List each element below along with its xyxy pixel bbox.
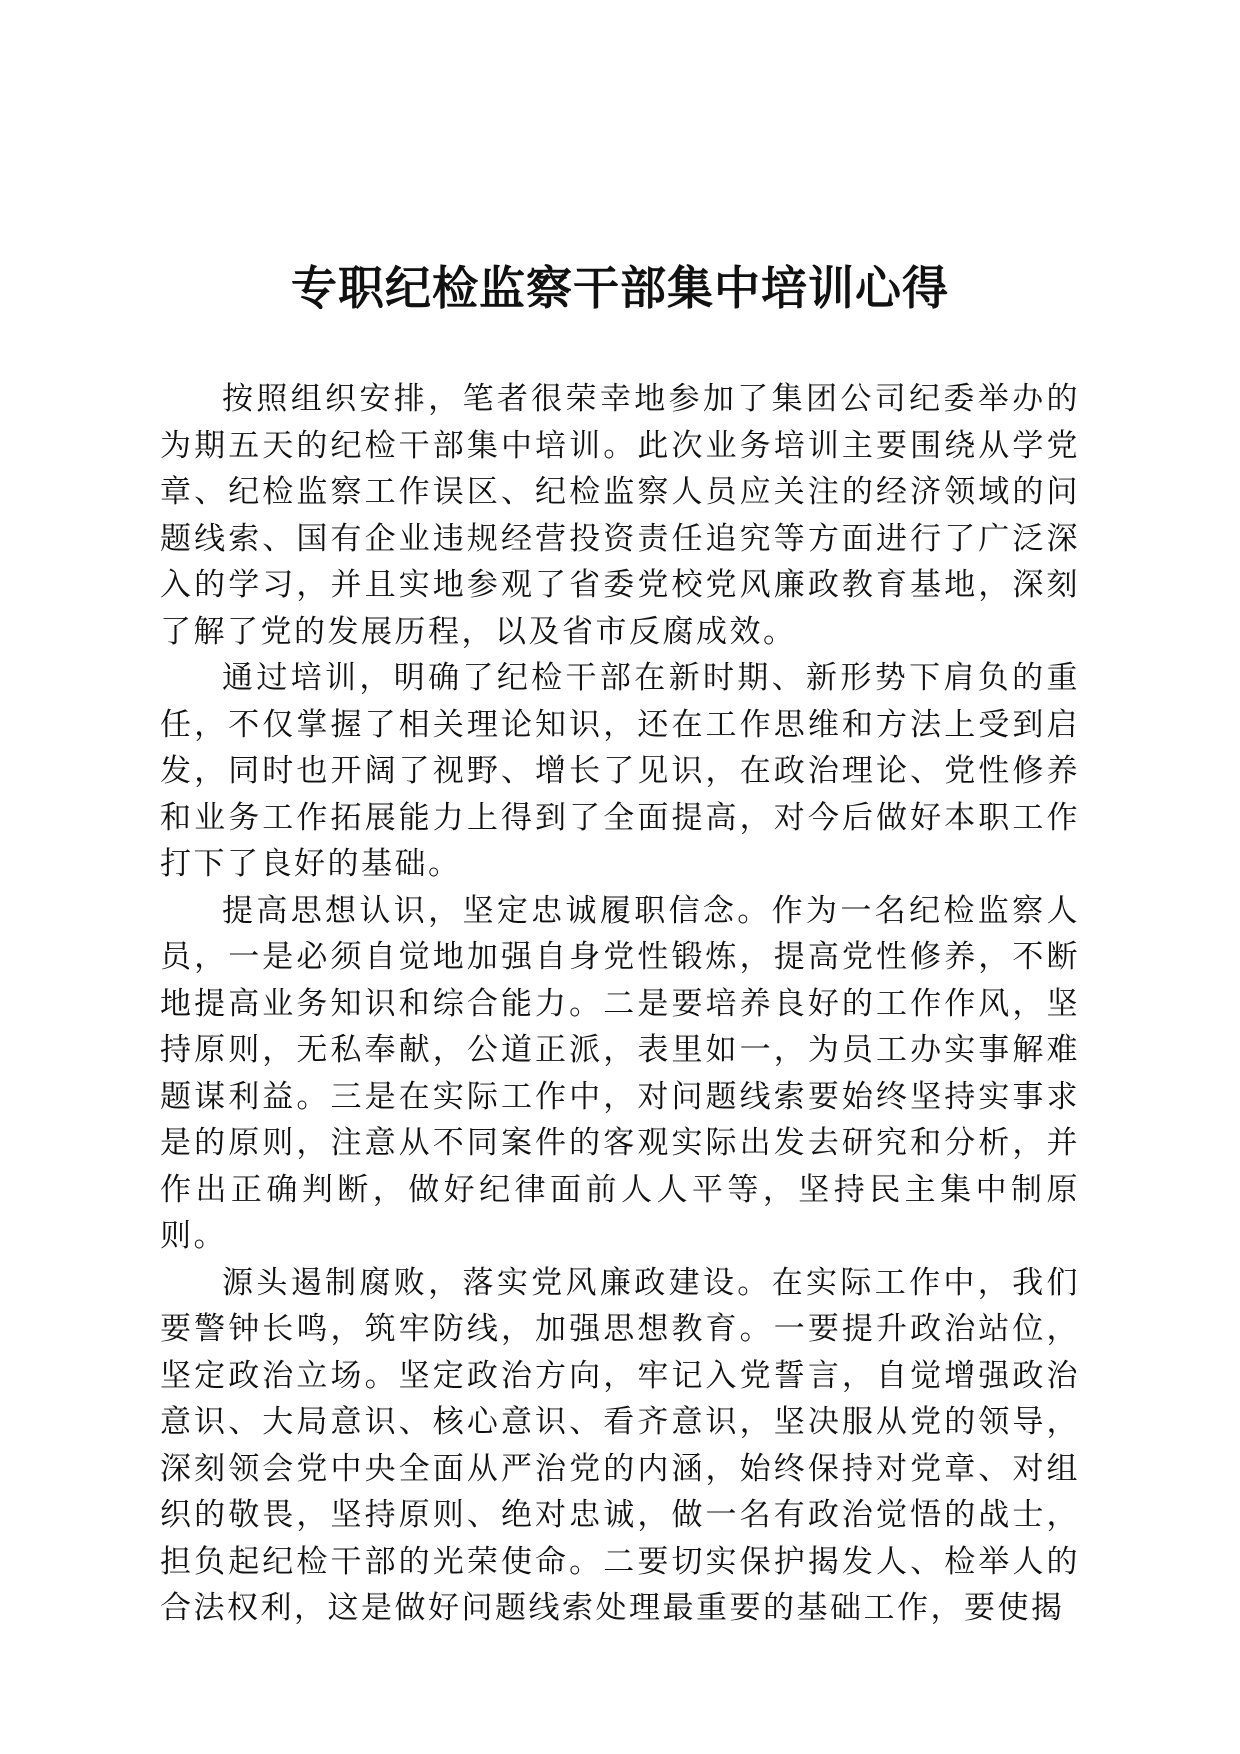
paragraph-ideological-awareness: 提高思想认识，坚定忠诚履职信念。作为一名纪检监察人员，一是必须自觉地加强自身党性锻炼，提高党性修养，不断地提高业务知识和综合能力。二是要培养良好的工作作风，坚持原则，无私奉献，公道正派，表里如一，为员工办实事解难题谋利益。三是在实际工作中，对问题线索要始终坚持实事求是的原则，注意从不同案件的客观实际出发去研究和分析，并作出正确判断，做好纪律面前人人平等，坚持民主集中制原则。 — [160, 892, 1080, 1254]
document-body — [160, 376, 1080, 1632]
paragraph-training-overview: 按照组织安排，笔者很荣幸地参加了集团公司纪委举办的为期五天的纪检干部集中培训。此次业务培训主要围绕从学党章、纪检监察工作误区、纪检监察人员应关注的经济领域的问题线索、国有企业违规经营投资责任追究等方面进行了广泛深入的学习，并且实地参观了省委党校党风廉政教育基地，深刻了解了党的发展历程，以及省市反腐成效。 — [160, 381, 1080, 650]
document-title: 专职纪检监察干部集中培训心得 — [291, 261, 949, 315]
paragraph-training-outcome: 通过培训，明确了纪检干部在新时期、新形势下肩负的重任，不仅掌握了相关理论知识，还在工作思维和方法上受到启发，同时也开阔了视野、增长了见识，在政治理论、党性修养和业务工作拓展能力上得到了全面提高，对今后做好本职工作打下了良好的基础。 — [160, 660, 1080, 882]
paragraph-anti-corruption: 源头遏制腐败，落实党风廉政建设。在实际工作中，我们要警钟长鸣，筑牢防线，加强思想教育。一要提升政治站位，坚定政治立场。坚定政治方向，牢记入党誓言，自觉增强政治意识、大局意识、核心意识、看齐意识，坚决服从党的领导，深刻领会党中央全面从严治党的内涵，始终保持对党章、对组织的敬畏，坚持原则、绝对忠诚，做一名有政治觉悟的战士，担负起纪检干部的光荣使命。二要切实保护揭发人、检举人的合法权利，这是做好问题线索处理最重要的基础工作，要使揭 — [160, 1264, 1080, 1626]
